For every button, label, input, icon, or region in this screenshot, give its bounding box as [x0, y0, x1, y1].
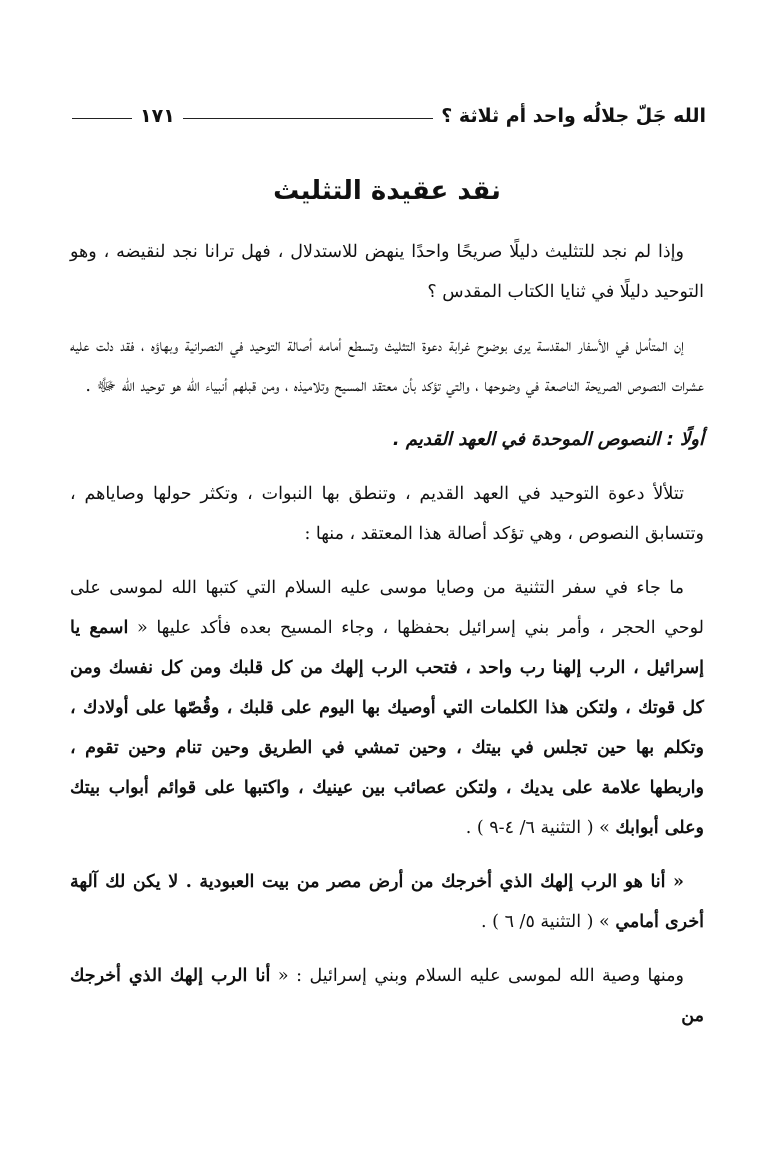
paragraph-3: تتلألأ دعوة التوحيد في العهد القديم ، وتنطق بها النبوات ، وتكثر حولها وصاياهم ، وتتسابق النصوص ، وهي تؤكد أصالة هذا المعتقد ، منها :	[70, 484, 704, 544]
paragraph-5	[70, 862, 704, 942]
header-rule-tail	[72, 118, 132, 119]
page-number: ١٧١	[140, 105, 175, 127]
paragraph-6	[70, 956, 704, 1036]
paragraph-1: وإذا لم نجد للتثليث دليلًا صريحًا واحدًا ينهض للاستدلال ، فهل ترانا نجد لنقيضه ، وهو التوحيد دليلًا في ثنايا الكتاب المقدس ؟	[70, 242, 704, 302]
paragraph-6-intro: ومنها وصية الله لموسى عليه السلام وبني إسرائيل : «	[270, 966, 685, 986]
header-title: الله جَلّ جلالُه واحد أم ثلاثة ؟	[441, 105, 706, 127]
paragraph-4-quote: اسمع يا إسرائيل ، الرب إلهنا رب واحد ، فتحب الرب إلهك من كل قلبك ومن كل نفسك ومن كل قوتك ، ولتكن هذا الكلمات التي أوصيك بها اليوم على قلبك ، وقُصّها على أولادك ، وتكلم بها حين تجلس في بيتك ، وحين تمشي في الطريق وحين تنام وحين تقوم ، واربطها علامة على يديك ، ولتكن عصائب بين عينيك ، واكتبها على قوائم أبواب بيتك وعلى أبوابك	[70, 618, 704, 838]
paragraph-4	[70, 568, 704, 848]
paragraph-2: إن المتأمل في الأسفار المقدسة يرى بوضوح غرابة دعوة التثليث وتسطع أمامه أصالة التوحيد في النصرانية وبهاؤه ، فقد دلت عليه عشرات النصوص الصريحة الناصعة في وضوحها ، والتي تؤكد بأن معتقد المسيح وتلاميذه ، ومن قبلهم أنبياء الله هو توحيد الله ﷻ .	[70, 336, 704, 396]
paragraph-5-reference: » ( التثنية ٥/ ٦ ) .	[481, 912, 616, 932]
paragraph-4-reference: » ( التثنية ٦/ ٤-٩ ) .	[465, 818, 616, 838]
subheading: أولًا : النصوص الموحدة في العهد القديم .	[392, 429, 704, 450]
body-text	[70, 232, 704, 1050]
paragraph-5-quote: « أنا هو الرب إلهك الذي أخرجك من أرض مصر من بيت العبودية . لا يكن لك آلهة أخرى أمامي	[70, 872, 704, 932]
paragraph-4-intro: ما جاء في سفر التثنية من وصايا موسى عليه السلام التي كتبها الله لموسى على لوحي الحجر ، وأمر بني إسرائيل بحفظها ، وجاء المسيح بعده فأكد عليها «	[70, 578, 704, 638]
paragraph-6-quote: أنا الرب إلهك الذي أخرجك من	[70, 966, 704, 1026]
running-header	[72, 98, 706, 134]
header-rule	[183, 118, 433, 119]
section-title: نقد عقيدة التثليث	[273, 176, 501, 206]
